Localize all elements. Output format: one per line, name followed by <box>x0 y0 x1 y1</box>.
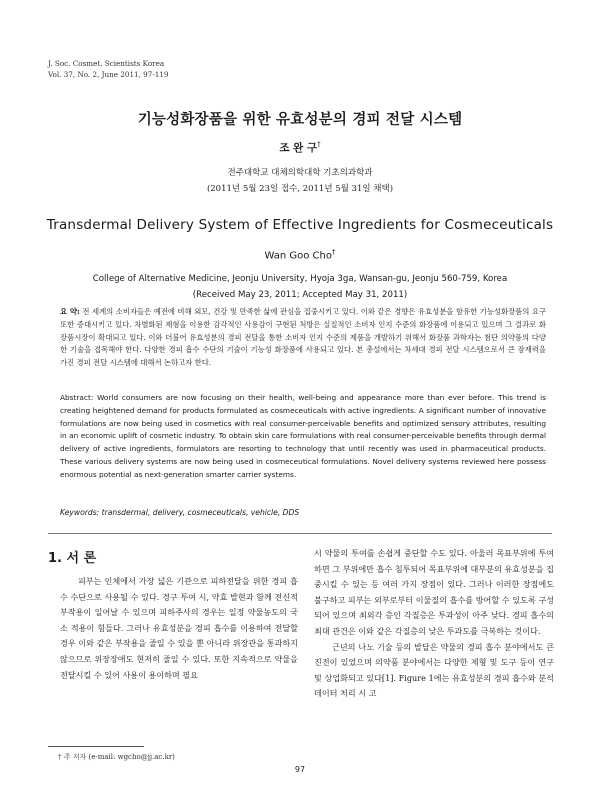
section-heading: 1. 서 론 <box>48 551 97 566</box>
keywords <box>60 508 299 517</box>
abstract-english <box>60 392 546 482</box>
abstract-korean <box>60 306 546 370</box>
abstract-korean-text: 전 세계의 소비자들은 예전에 비해 외모, 건강 및 만족한 삶에 관심을 집중시키고 있다. 이와 같은 경향은 유효성분을 함유한 기능성화장품의 요구 또한 증대시키고 있다. 차별화된 제형을 이용한 감각적인 사용감이 구현된 처방은 실질적인 소비자 인지 수준의 화장품에 이용되고 있으며 그 결과로 화장품시장이 확대되고 있다. 이와 더불어 유효성분의 경피 전달을 통한 소비자 인지 수준의 제품을 개발하기 위해서 화장품 과학자는 첨단 의약품의 다양한 기술을 접목해야 한다. 다양한 경피 흡수 수단의 기술이 기능성 화장품에 사용되고 있다. 본 총설에서는 차세대 경피 전달 시스템으로서 큰 잠재력을 가진 경피 전달 시스템에 대해서 논하고자 한다. <box>60 307 547 368</box>
footnote: † 주 저자 (e-mail: wgcho@jj.ac.kr) <box>58 753 175 761</box>
english-dates: (Received May 23, 2011; Accepted May 31, 2011) <box>192 290 408 300</box>
abstract-korean-label: 요 약: <box>60 307 80 316</box>
korean-author <box>0 140 600 155</box>
abstract-english-label: Abstract: <box>60 393 94 402</box>
paragraph: 피부는 인체에서 가장 넓은 기관으로 피하전달을 위한 경피 흡수 수단으로 사용될 수 있다. 경구 투여 시, 약효 발현과 함께 전신적 부작용이 일어날 수 있으며 피하주사의 경우는 일정 약물농도의 국소 적용이 힘들다. 그러나 유효성분을 경피 흡수를 이용하여 전달할 경우 이와 같은 부작용을 줄일 수 있을 뿐 아니라 위장관을 통과하지 않으므로 위장장애도 현저히 줄일 수 있다. 또한 지속적으로 약물을 전달시킬 수 있어 사용이 용이하며 필요 <box>60 576 298 680</box>
korean-dates: (2011년 5월 23일 접수, 2011년 5월 31일 채택) <box>206 184 394 194</box>
keywords-label: Keywords: <box>60 508 100 517</box>
english-author-name: Wan Goo Cho <box>264 250 332 262</box>
keywords-text: transdermal, delivery, cosmeceuticals, vehicle, DDS <box>101 508 300 517</box>
korean-author-name: 조 완 구 <box>279 142 318 154</box>
english-title: Transdermal Delivery System of Effective Ingredients for Cosmeceuticals <box>46 217 554 233</box>
page-number: 97 <box>294 765 306 774</box>
body-left-column <box>60 574 298 683</box>
author-mark: † <box>332 248 336 256</box>
paragraph: 시 약물의 투여를 손쉽게 중단할 수도 있다. 아울러 목표부위에 투여하면 그 부위에만 흡수 침투되어 목표부위에 대부분의 유효성분을 집중시킬 수 있는 등 여러 가지 장점이 있다. 그러나 이러한 장점에도 불구하고 피부는 외부로부터 이물질의 흡수를 방어할 수 있도록 구성되어 있으며 최외각 층인 각질층은 투과성이 아주 낮다. 경피 흡수의 최대 관건은 이와 같은 각질층의 낮은 투과도를 극복하는 것이다. <box>314 548 554 636</box>
journal-volume: Vol. 37, No. 2, June 2011, 97-119 <box>48 70 169 79</box>
paragraph: 근년의 나노 기술 등의 발달은 약물의 경피 흡수 분야에서도 큰 진전이 있었으며 의약품 분야에서는 다양한 제형 및 도구 등이 연구 및 상업화되고 있다[1]. Figure 1에는 유효성분의 경피 흡수와 분석 데이터 처리 시 고 <box>314 641 554 699</box>
journal-name: J. Soc. Cosmet. Scientists Korea <box>48 59 165 68</box>
abstract-english-text: World consumers are now focusing on their health, well-being and appearance more than ever before. This trend is creating heightened demand for products formulated as cosmeceuticals with active ingredients. A significant number of innovative formulations are now being used in cosmetics with real consumer-perceivable benefits and optimized sensory attributes, resulting in an economic uplift of cosmetic industry. To obtain skin care formulations with real consumer-perceivable benefits through dermal delivery of active ingredients, formulators are resorting to technology that until recently was used in pharmaceutical products. These various delivery systems are now being used in cosmeceutical formulations. Novel delivery systems reviewed here possess enormous potential as next-generation smarter carrier systems. <box>60 393 546 479</box>
author-mark: † <box>317 140 321 149</box>
korean-title: 기능성화장품을 위한 유효성분의 경피 전달 시스템 <box>137 112 463 128</box>
korean-affiliation <box>0 165 600 197</box>
body-right-column <box>314 546 554 702</box>
english-affiliation <box>0 271 600 303</box>
korean-affiliation-name: 전주대학교 대체의학대학 기초의과학과 <box>227 168 373 178</box>
footnote-rule <box>48 746 144 747</box>
journal-citation <box>48 58 168 80</box>
section-divider <box>48 533 552 534</box>
english-affiliation-name: College of Alternative Medicine, Jeonju University, Hyoja 3ga, Wansan-gu, Jeonju 560-759, Korea <box>92 274 508 284</box>
english-author <box>0 248 600 261</box>
